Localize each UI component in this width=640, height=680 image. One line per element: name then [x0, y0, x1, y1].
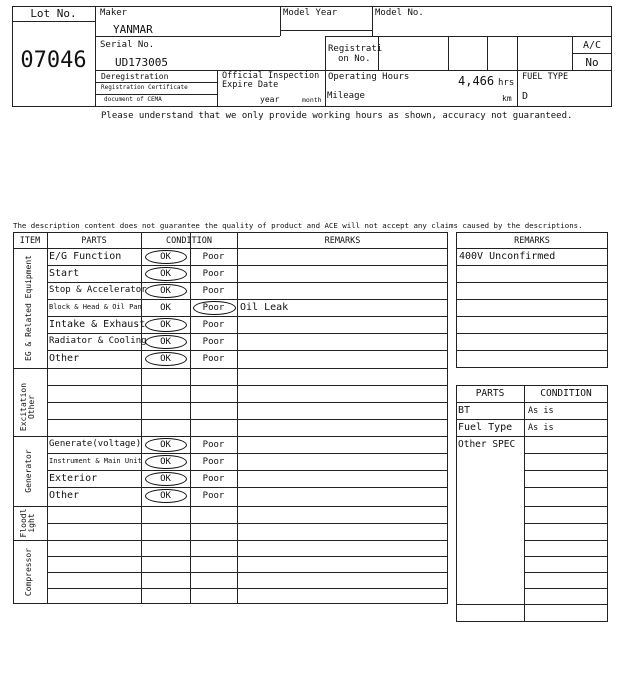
ok-option: OK [160, 354, 171, 364]
divider [448, 36, 449, 70]
divider [524, 470, 608, 471]
poor-option: Poor [202, 491, 225, 501]
spec-condition: As is [528, 423, 554, 433]
header-remarks-right: REMARKS [514, 236, 550, 246]
operating-hours-value: 4,466 [458, 74, 495, 88]
group-excitation-line: Other [27, 394, 37, 420]
fuel-type-value: D [522, 91, 529, 102]
divider [13, 368, 448, 369]
registration-label: on No. [338, 54, 371, 64]
ac-value: No [585, 56, 599, 69]
divider [47, 232, 48, 604]
fuel-type-label: FUEL TYPE [522, 72, 569, 82]
group-compressor-label: Compressor [24, 547, 33, 597]
divider [524, 540, 608, 541]
maker-label: Maker [100, 8, 128, 18]
part-name: Intake & Exhaust [49, 319, 146, 330]
divider [456, 299, 608, 300]
lot-label: Lot No. [30, 7, 77, 20]
divider [47, 385, 448, 386]
registration-label: Registrati [328, 44, 383, 54]
divider [487, 36, 488, 70]
divider [456, 402, 608, 403]
group-generator-label: Generator [24, 449, 33, 493]
divider [47, 299, 448, 300]
model-year-label: Model Year [283, 8, 338, 18]
poor-option: Poor [202, 440, 225, 450]
reg-cert-label: Registration Certificate [101, 84, 188, 91]
poor-option: Poor [202, 354, 225, 364]
divider [95, 36, 280, 37]
year-label: year [260, 95, 280, 104]
hours-note: Please understand that we only provide working hours as shown, accuracy not guaranteed. [101, 111, 573, 121]
poor-option: Poor [202, 337, 225, 347]
divider [456, 350, 608, 351]
mileage-label: Mileage [327, 91, 365, 101]
divider [372, 6, 373, 36]
header-condition: CONDITION [165, 236, 213, 246]
dereg-label: Deregistration [101, 72, 169, 81]
serial-value: UD173005 [115, 56, 168, 69]
divider [456, 604, 608, 605]
divider [95, 70, 612, 71]
operating-hours-label: Operating Hours [328, 72, 410, 82]
poor-option: Poor [202, 457, 225, 467]
divider [524, 556, 608, 557]
divider [524, 385, 525, 622]
poor-option: Poor [202, 286, 225, 296]
divider [456, 248, 608, 249]
inspection-label: Expire Date [222, 80, 279, 90]
inspection-label: Official Inspection [222, 71, 320, 81]
group-eg-label: EG & Related Equipment [24, 255, 33, 361]
header-remarks: REMARKS [324, 236, 361, 246]
divider [47, 333, 448, 334]
ok-option: OK [160, 286, 171, 296]
divider [456, 316, 608, 317]
divider [517, 36, 518, 107]
part-name: Block & Head & Oil Pan [49, 303, 142, 311]
divider [13, 436, 448, 437]
disclaimer: The description content does not guarantee the quality of product and ACE will not accept any claims caused by the descriptions. [13, 221, 583, 230]
divider [524, 523, 608, 524]
divider [524, 453, 608, 454]
divider [47, 572, 448, 573]
spec-condition-header: CONDITION [540, 388, 592, 399]
part-name: Other [49, 490, 80, 501]
group-floodlight-line: ight [27, 513, 37, 533]
divider [524, 487, 608, 488]
header-parts: PARTS [81, 236, 107, 246]
divider [47, 419, 448, 420]
spec-parts-header: PARTS [475, 388, 505, 399]
ok-option: OK [160, 303, 171, 313]
ok-option: OK [160, 252, 171, 262]
ac-label: A/C [582, 40, 602, 51]
part-name: E/G Function [49, 251, 122, 262]
divider [47, 316, 448, 317]
ok-option: OK [160, 337, 171, 347]
part-name: Start [49, 268, 80, 279]
divider [524, 506, 608, 507]
divider [47, 556, 448, 557]
divider [524, 572, 608, 573]
divider [524, 588, 608, 589]
divider [456, 265, 608, 266]
divider [95, 6, 96, 107]
ok-option: OK [160, 491, 171, 501]
divider [456, 282, 608, 283]
divider [47, 402, 448, 403]
ok-option: OK [160, 474, 171, 484]
divider [47, 282, 448, 283]
part-name: Generate(voltage) [49, 439, 142, 449]
spec-part: Fuel Type [458, 422, 513, 433]
model-no-label: Model No. [375, 8, 424, 18]
remark: Oil Leak [240, 302, 289, 313]
group-excitation-label [20, 372, 40, 442]
divider [456, 333, 608, 334]
poor-option: Poor [202, 320, 225, 330]
divider [95, 94, 217, 95]
header-item: ITEM [19, 236, 41, 246]
divider [47, 350, 448, 351]
divider [217, 70, 218, 107]
right-spec-table [456, 385, 608, 622]
part-name: Radiator & Cooling [49, 336, 147, 346]
divider [13, 540, 448, 541]
divider [95, 82, 217, 83]
divider [47, 523, 448, 524]
divider [13, 506, 448, 507]
serial-label: Serial No. [100, 40, 155, 50]
spec-part: BT [458, 405, 471, 416]
divider [237, 232, 238, 604]
divider [12, 21, 95, 22]
divider [325, 36, 612, 37]
lot-number: 07046 [20, 48, 87, 73]
divider [47, 487, 448, 488]
poor-option: Poor [202, 269, 225, 279]
part-name: Other [49, 353, 80, 364]
divider [325, 36, 326, 107]
poor-option: Poor [202, 252, 225, 262]
part-name: Stop & Accelerator [49, 285, 147, 295]
spec-part: Other SPEC [458, 439, 516, 450]
divider [13, 248, 448, 249]
divider [47, 588, 448, 589]
ok-option: OK [160, 457, 171, 467]
divider [456, 436, 608, 437]
part-name: Instrument & Main Unit [49, 457, 142, 465]
ok-option: OK [160, 320, 171, 330]
divider [47, 265, 448, 266]
poor-option: Poor [202, 303, 225, 313]
group-excitation-line: Excitation [19, 382, 28, 432]
group-floodlight-line: Floodl [19, 508, 28, 538]
divider [47, 470, 448, 471]
divider [47, 453, 448, 454]
poor-option: Poor [202, 474, 225, 484]
cema-label: document of CEMA [104, 96, 162, 103]
ok-option: OK [160, 440, 171, 450]
right-remark: 400V Unconfirmed [459, 251, 556, 262]
divider [456, 419, 608, 420]
divider [280, 30, 372, 31]
divider [572, 53, 612, 54]
divider [280, 6, 281, 36]
month-label: month [302, 96, 322, 104]
spec-condition: As is [528, 406, 554, 416]
hrs-unit: hrs [498, 78, 515, 88]
ok-option: OK [160, 269, 171, 279]
part-name: Exterior [49, 473, 98, 484]
km-unit: km [502, 94, 512, 103]
maker-value: YANMAR [113, 23, 153, 36]
